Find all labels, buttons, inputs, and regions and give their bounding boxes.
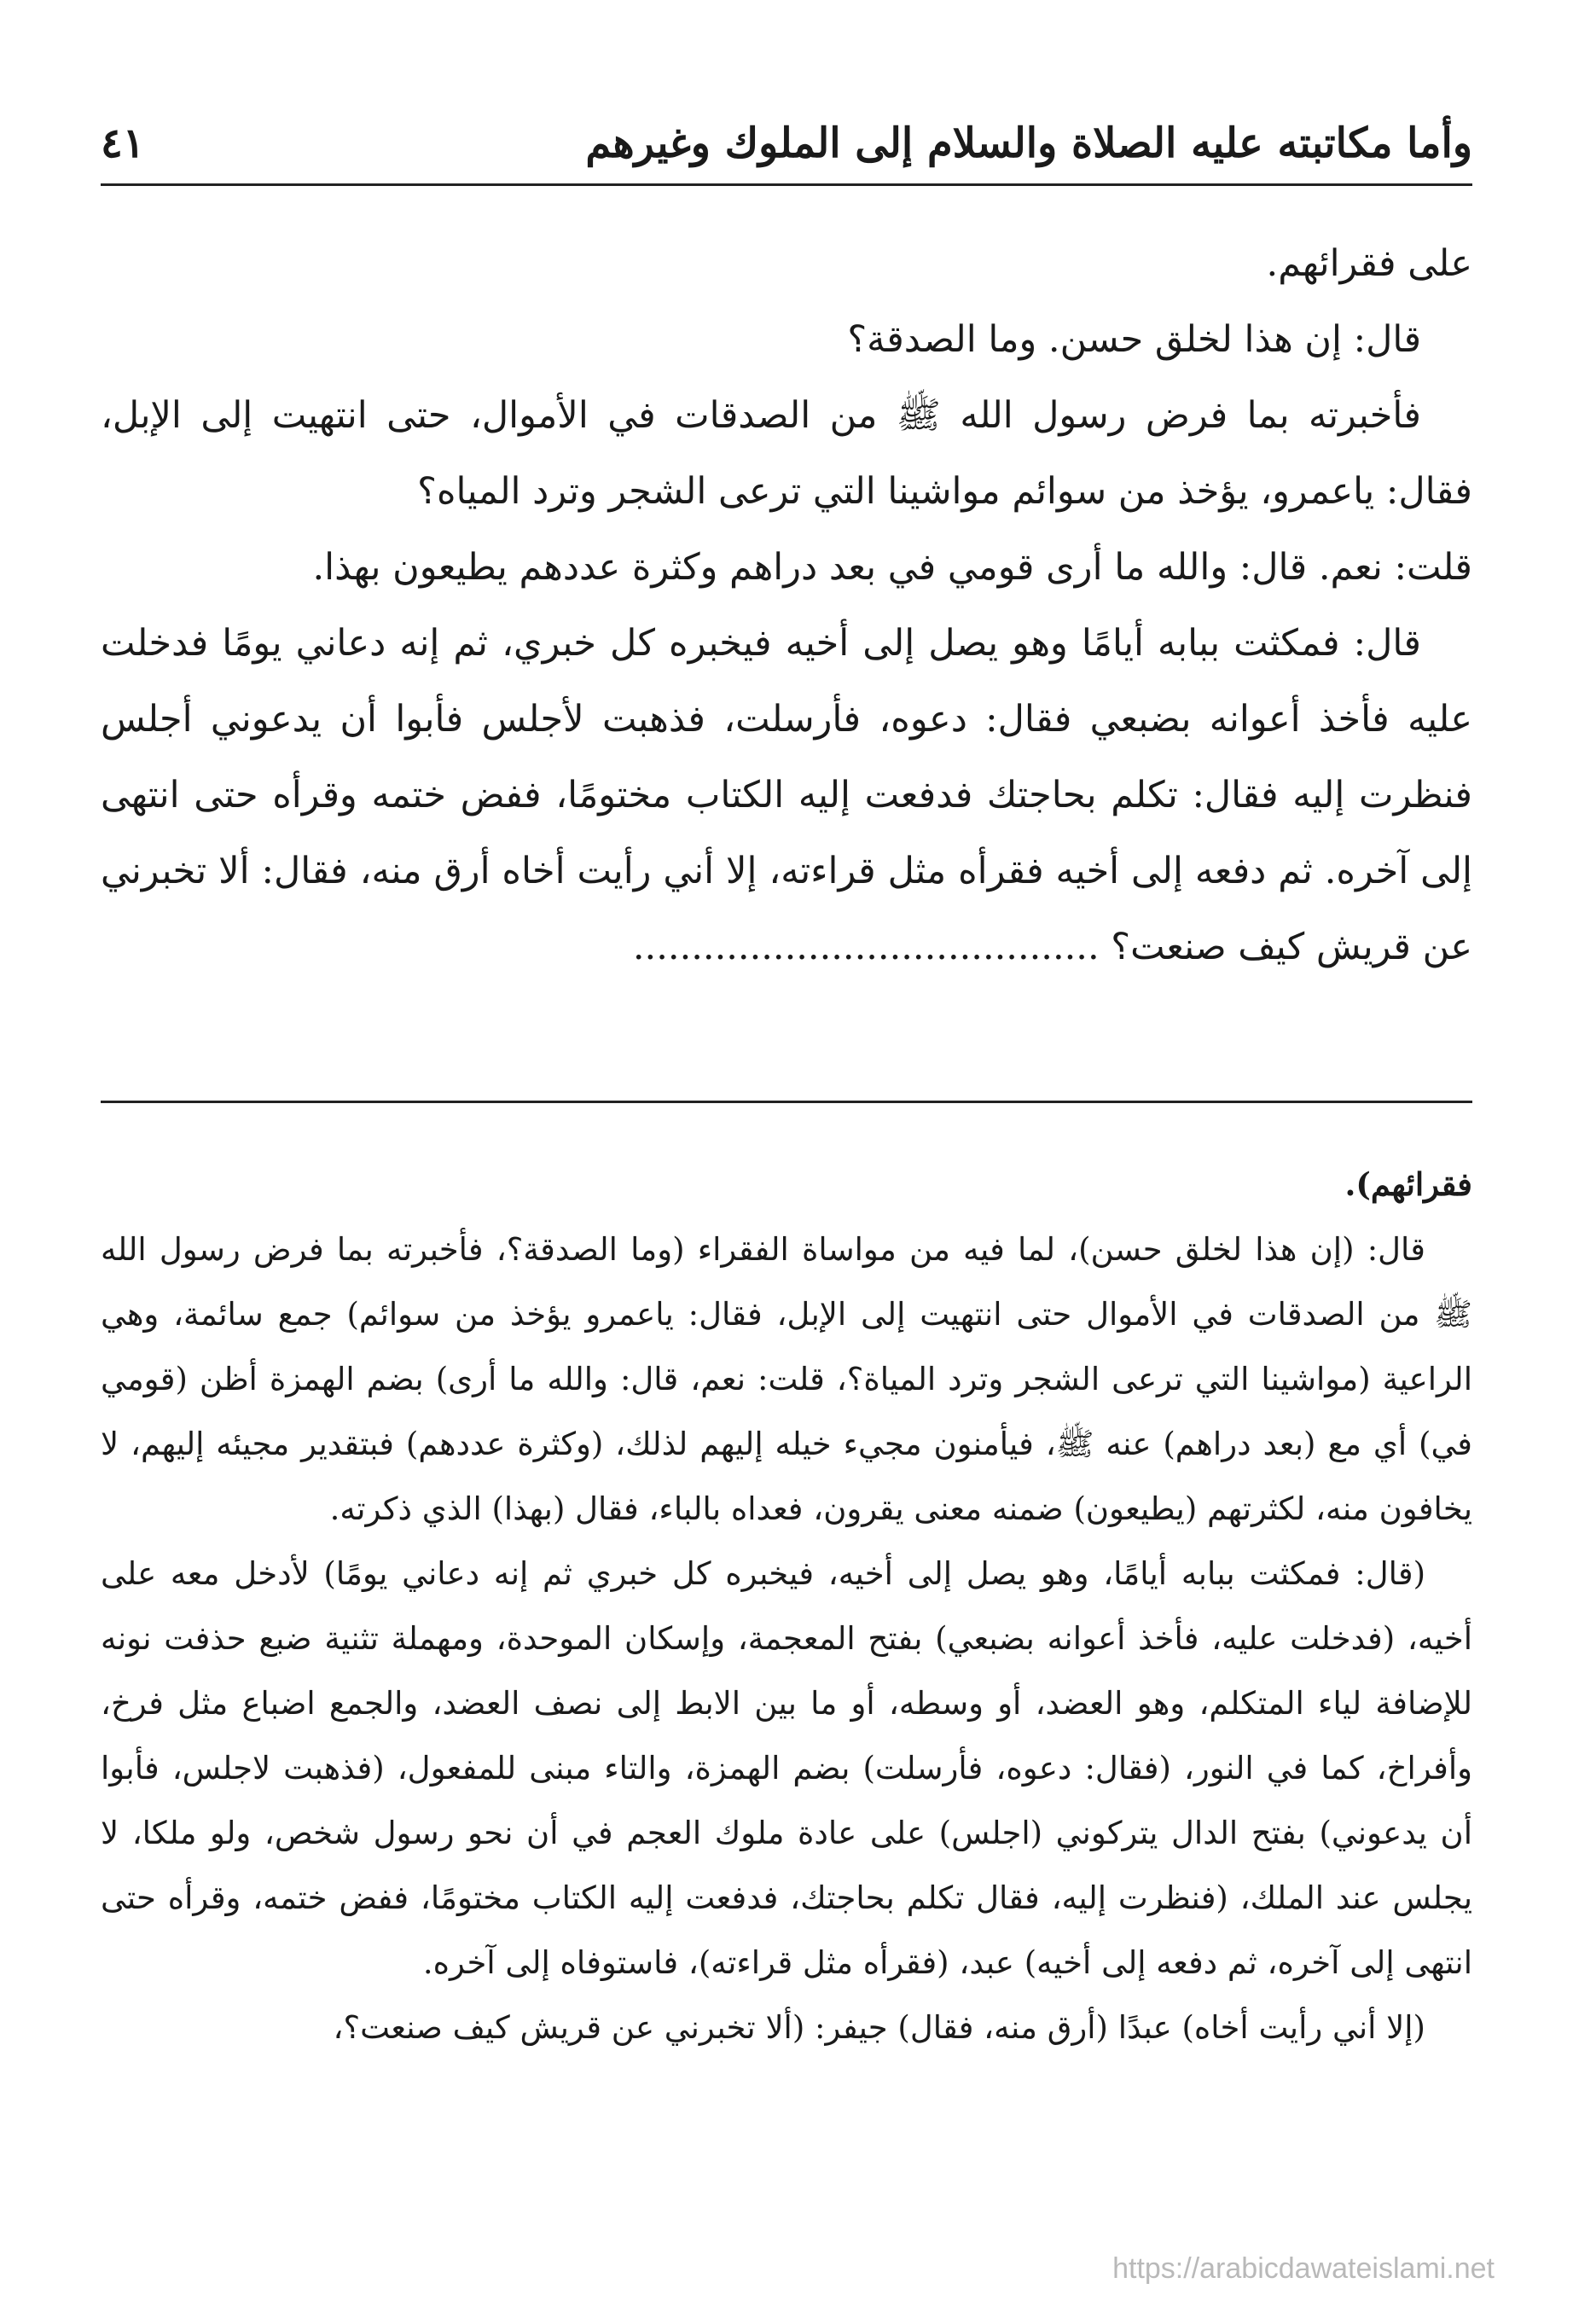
main-text <box>101 226 1472 1088</box>
watermark-url: https://arabicdawateislami.net <box>1112 2252 1495 2285</box>
commentary-paragraph: (إلا أني رأيت أخاه) عبدًا (أرق منه، فقال) جيفر: (ألا تخبرني عن قريش كيف صنعت؟، <box>333 2009 1425 2046</box>
page-number: ٤١ <box>101 119 145 167</box>
main-line: قال: إن هذا لخلق حسن. وما الصدقة؟ <box>847 318 1421 361</box>
header-rule <box>101 183 1472 186</box>
header-title: وأما مكاتبته عليه الصلاة والسلام إلى الملوك وغيرهم <box>585 119 1472 167</box>
footnote-separator <box>101 1101 1472 1103</box>
commentary-paragraph: (قال: فمكثت ببابه أيامًا، وهو يصل إلى أخيه، فيخبره كل خبري ثم إنه دعاني يومًا) لأدخل معه على أخيه، (فدخلت عليه، فأخذ أعوانه بضبعي) بفتح المعجمة، وإسكان الموحدة، ومهملة تثنية ضبع حذفت نونه للإضافة لياء المتكلم، وهو العضد، أو وسطه، أو ما بين الابط إلى نصف العضد، والجمع اضباع مثل فرخ، وأفراخ، كما في النور، (فقال: دعوه، فأرسلت) بضم الهمزة، والتاء مبنى للمفعول، (فذهبت لاجلس، فأبوا أن يدعوني) بفتح الدال يتركوني (اجلس) على عادة ملوك العجم في أن نحو رسول شخص، ولو ملكا، لا يجلس عند الملك، (فنظرت إليه، فقال تكلم بحاجتك، فدفعت إليه الكتاب مختومًا، ففض ختمه، وقرأه حتى انتهى إلى آخره، ثم دفعه إلى أخيه) عبد، (فقرأه مثل قراءته)، فاستوفاه إلى آخره. <box>101 1555 1472 1981</box>
commentary-line: فقرائهم). <box>1344 1165 1472 1203</box>
main-line: فأخبرته بما فرض رسول الله ﷺ من الصدقات في الأموال، حتى انتهيت إلى الإبل، فقال: ياعمرو، يؤخذ من سوائم مواشينا التي ترعى الشجر وترد المياه؟ <box>101 394 1472 513</box>
commentary-text <box>101 1152 1472 2261</box>
commentary-line <box>101 1152 1472 1217</box>
commentary-paragraph: قال: (إن هذا لخلق حسن)، لما فيه من مواساة الفقراء (وما الصدقة؟، فأخبرته بما فرض رسول الله ﷺ من الصدقات في الأموال حتى انتهيت إلى الإبل، فقال: ياعمرو يؤخذ من سوائم) جمع سائمة، وهي الراعية (مواشينا التي ترعى الشجر وترد المياة؟، قلت: نعم، قال: والله ما أرى) بضم الهمزة أظن (قومي في) أي مع (بعد دراهم) عنه ﷺ، فيأمنون مجيء خيله إليهم لذلك، (وكثرة عددهم) فبتقدير مجيئه إليهم، لا يخافون منه، لكثرتهم (يطيعون) ضمنه معنى يقرون، فعداه بالباء، فقال (بهذا) الذي ذكرته. <box>101 1231 1472 1527</box>
main-line: قلت: نعم. قال: والله ما أرى قومي في بعد دراهم وكثرة عددهم يطيعون بهذا. <box>312 546 1472 589</box>
main-line: على فقرائهم. <box>1266 242 1472 285</box>
main-line: قال: فمكثت ببابه أيامًا وهو يصل إلى أخيه فيخبره كل خبري، ثم إنه دعاني يومًا فدخلت عليه فأخذ أعوانه بضبعي فقال: دعوه، فأرسلت، فذهبت لأجلس فأبوا أن يدعوني أجلس فنظرت إليه فقال: تكلم بحاجتك فدفعت إليه الكتاب مختومًا، ففض ختمه وقرأه حتى انتهى إلى آخره. ثم دفعه إلى أخيه فقرأه مثل قراءته، إلا أني رأيت أخاه أرق منه، فقال: ألا تخبرني عن قريش كيف صنعت؟ ........................................ <box>101 622 1472 968</box>
page-header <box>101 101 1472 186</box>
